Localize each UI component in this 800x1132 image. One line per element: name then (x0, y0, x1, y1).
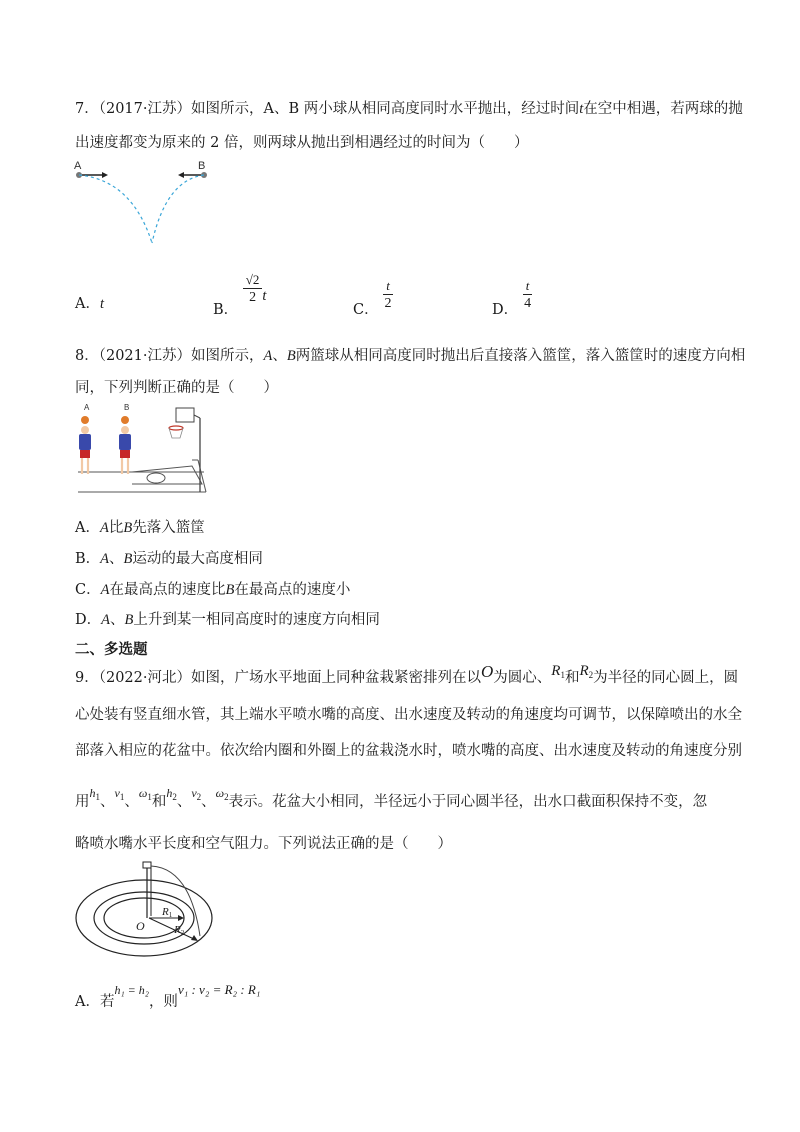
q7-option-a[interactable]: A．t (75, 296, 105, 312)
trajectory-a (79, 175, 152, 243)
q8-figure (72, 400, 212, 500)
trajectory-b (152, 175, 204, 243)
var-t: t (579, 101, 584, 117)
backboard (176, 408, 194, 422)
player-a-label: A (84, 403, 90, 412)
origin-label: O (136, 919, 145, 933)
q7-text: 7．（2017·江苏）如图所示，A、B 两小球从相同高度同时水平抛出，经过时间 (75, 101, 580, 117)
fraction: $\frac{t}{2}$ (384, 278, 392, 311)
q8-stem-line1: 8．（2021·江苏）如图所示，A、B两篮球从相同高度同时抛出后直接落入篮筐，落入篮筐时的速度方向相 (75, 348, 746, 364)
player-a (79, 434, 91, 450)
q7-stem-line2: 出速度都变为原来的 2 倍，则两球从抛出到相遇经过的时间为（ ） (75, 135, 529, 151)
section-title: 二、多选题 (75, 642, 148, 658)
q7-option-b[interactable]: B． $\frac{√2}{2}$ t (213, 272, 267, 318)
q9-stem-line1: 9．（2022·河北）如图，广场水平地面上同种盆栽紧密排列在以O为圆心、$R_1$和$R_2$为半径的同心圆上，圆 (75, 662, 739, 686)
q9-figure (72, 858, 227, 968)
ball-b (121, 416, 129, 424)
q9-stem-line4: 用$^{h_1}$、$^{v_1}$、$^{\omega_1}$和$^{h_2}$、$^{v_2}$、$^{\omega_2}$表示。花盆大小相同，半径远小于同心圆半径，出水口截面积保持不变，忽 (75, 786, 708, 810)
q7-stem-line1 (75, 99, 743, 119)
q8-stem-line2: 同，下列判断正确的是（ ） (75, 380, 278, 396)
fraction: $\frac{t}{4}$ (524, 278, 532, 311)
label-b: B (198, 160, 206, 172)
svg-text:R2: R2 (174, 924, 185, 937)
q7-option-d[interactable]: D． $\frac{t}{4}$ (492, 278, 532, 318)
fraction: $\frac{√2}{2}$ (243, 272, 263, 307)
hoop-rim (169, 426, 183, 430)
q8-option-b[interactable]: B．A、B运动的最大高度相同 (75, 551, 263, 567)
svg-text:R1: R1 (162, 906, 173, 919)
player-b (119, 434, 131, 450)
q9-stem-line3: 部落入相应的花盆中。依次给内圈和外圈上的盆栽浇水时，喷水嘴的高度、出水速度及转动的角速度分别 (75, 743, 742, 759)
q7-text: 在空中相遇，若两球的抛 (583, 101, 743, 117)
q8-option-d[interactable]: D．A、B上升到某一相同高度时的速度方向相同 (75, 612, 380, 628)
ball-a (81, 416, 89, 424)
q8-option-a[interactable]: A．A比B先落入篮筐 (75, 520, 205, 536)
player-b-label: B (124, 403, 130, 412)
nozzle (143, 862, 151, 868)
label-a: A (74, 160, 82, 172)
q8-option-c[interactable]: C．A在最高点的速度比B在最高点的速度小 (75, 582, 351, 598)
q9-stem-line2: 心处装有竖直细水管，其上端水平喷水嘴的高度、出水速度及转动的角速度均可调节，以保障喷出的水全 (75, 707, 742, 723)
q9-option-a[interactable]: A．若$^{h_1 = h_2}$，则v₁ : v₂ = R₂ : R₁ (75, 982, 261, 1010)
q9-stem-line5: 略喷水嘴水平长度和空气阻力。下列说法正确的是（ ） (75, 836, 452, 852)
q7-option-c[interactable]: C． $\frac{t}{2}$ (353, 278, 392, 318)
q7-figure (70, 155, 220, 250)
